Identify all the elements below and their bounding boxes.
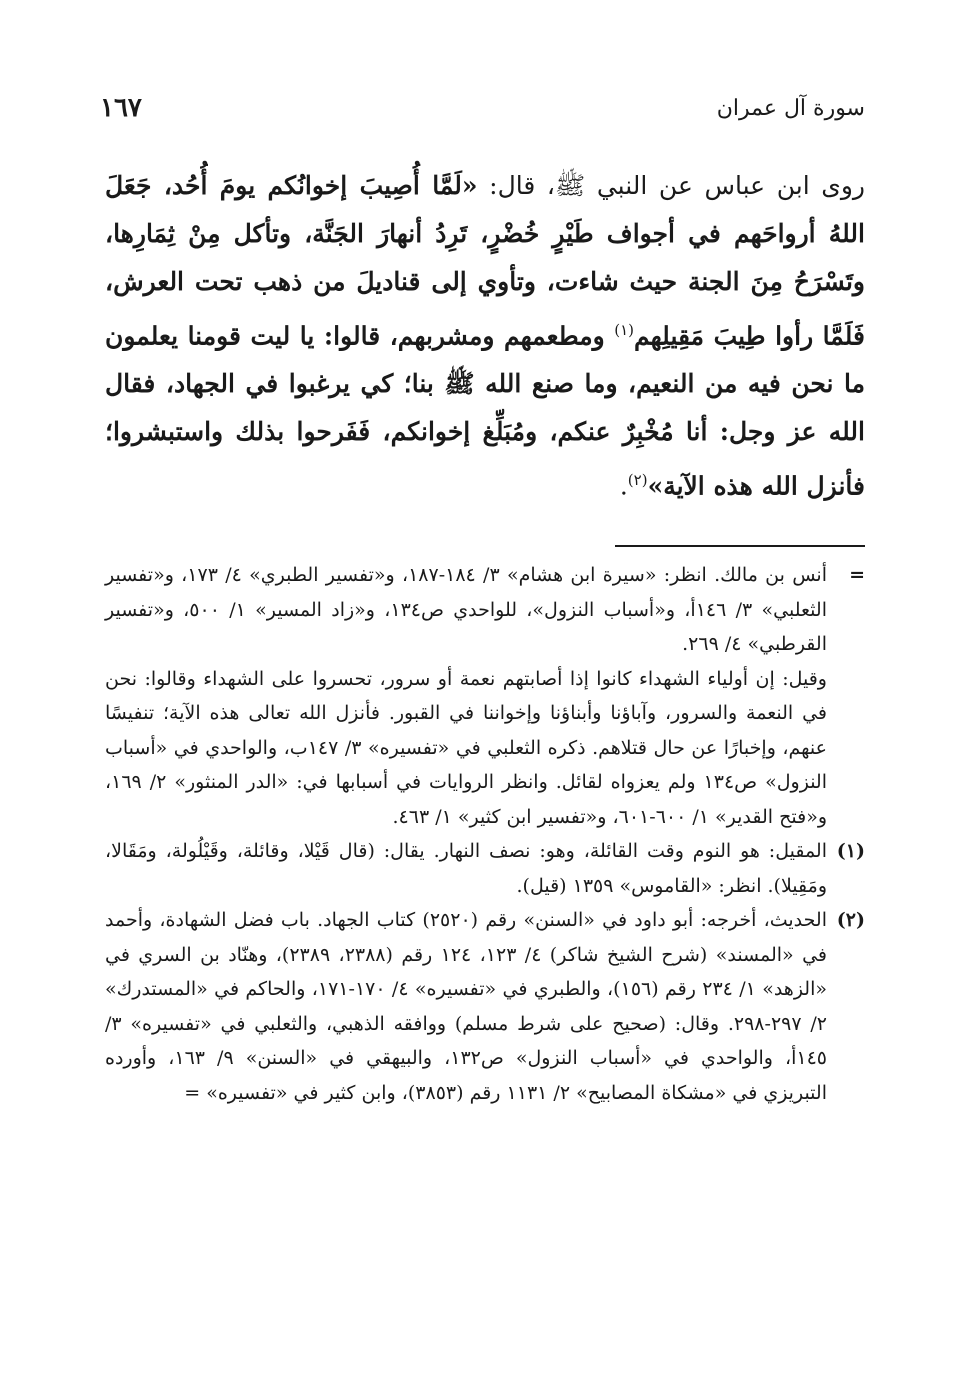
footnote-continued [105,558,865,834]
footnote-ref-1: (١) [614,321,634,339]
narration-intro: روى ابن عباس عن النبي ﷺ، قال: [477,171,865,200]
hadith-text-part-1: «لَمَّا أُصِيبَ إخوانُكم يومَ أُحُد، جَعَلَ اللهُ أرواحَهم في أجواف طَيْرٍ خُضْرٍ، تَرِدُ أنهارَ الجَنَّة، وتأكل مِنْ ثِمَارِها، وتَسْرَحُ مِنَ الجنة حيث شاءت، وتأوي إلى قناديلَ من ذهب تحت العرش، فَلَمَّا رأوا طِيبَ مَقِيلِهم [105,171,865,351]
footnote-continued-text-2: وقيل: إن أولياء الشهداء كانوا إذا أصابتهم نعمة أو سرور، تحسروا على الشهداء وقالوا: نحن في النعمة والسرور، وآباؤنا وأبناؤنا وإخواننا في القبور. فأنزل الله تعالى هذه الآية؛ تنفيسًا عنهم، وإخبارًا عن حال قتلاهم. ذكره الثعلبي في «تفسيره» ٣/ ١٤٧ب، والواحدي في «أسباب النزول» ص١٣٤ ولم يعزواه لقائل. وانظر الروايات في أسبابها في: «الدر المنثور» ٢/ ١٦٩، و«فتح القدير» ١/ ٦٠٠-٦٠١، و«تفسير ابن كثير» ١/ ٤٦٣. [105,667,828,828]
footnote-1-text: المقيل: هو النوم وقت القائلة، وهو: نصف النهار. يقال: (قال قَيْلا، وقائلة، وقَيْلُولة، ومَقَالا، ومَقِيلا). انظر: «القاموس» ١٣٥٩ (قيل). [105,840,827,897]
footnote-1 [105,834,865,903]
hadith-text-part-2: ومطعمهم ومشربهم، قالوا: يا ليت قومنا يعلمون ما نحن فيه من النعيم، وما صنع الله ﷺ بنا؛ كي يرغبوا في الجهاد، فقال الله عز وجل: أنا مُخْبِرٌ عنكم، ومُبَلِّغ إخوانكم، فَفَرحوا بذلك واستبشروا؛ فأنزل الله هذه الآية» [105,321,865,501]
continuation-marker: = [849,564,865,586]
page-number: ١٦٧ [100,93,142,123]
sentence-end: . [619,471,628,501]
footnotes [105,558,865,1110]
footnote-2 [105,903,865,1110]
footnote-ref-2: (٢) [627,471,648,490]
footnote-2-text: الحديث، أخرجه: أبو داود في «السنن» رقم (٢٥٢٠) كتاب الجهاد. باب فضل الشهادة، وأحمد في «المسند» (شرح الشيخ شاكر) ٤/ ١٢٣، ١٢٤ رقم (٢٣٨٨، ٢٣٨٩)، وهنّاد بن السري في «الزهد» ١/ ٢٣٤ رقم (١٥٦)، والطبري في «تفسيره» ٤/ ١٧٠-١٧١، والحاكم في «المستدرك» ٢/ ٢٩٧-٢٩٨. وقال: (صحيح على شرط مسلم) ووافقه الذهبي، والثعلبي في «تفسيره» ٣/ ١٤٥أ، والواحدي في «أسباب النزول» ص١٣٢، والبيهقي في «السنن» ٩/ ١٦٣، وأورده التبريزي في «مشكاة المصابيح» ٢/ ١١٣١ رقم (٣٨٥٣)، وابن كثير في «تفسيره» = [105,909,828,1104]
running-header [100,88,865,128]
footnote-divider [615,545,865,547]
main-text [105,162,865,511]
footnote-1-marker: (١) [836,840,865,862]
footnote-continued-text: أنس بن مالك. انظر: «سيرة ابن هشام» ٣/ ١٨٤-١٨٧، و«تفسير الطبري» ٤/ ١٧٣، و«تفسير الثعلبي» ٣/ ١٤٦أ، و«أسباب النزول»، للواحدي ص١٣٤، و«زاد المسير» ١/ ٥٠٠، و«تفسير القرطبي» ٤/ ٢٦٩. [105,564,828,655]
surah-name: سورة آل عمران [716,95,865,121]
footnote-2-marker: (٢) [836,909,865,931]
